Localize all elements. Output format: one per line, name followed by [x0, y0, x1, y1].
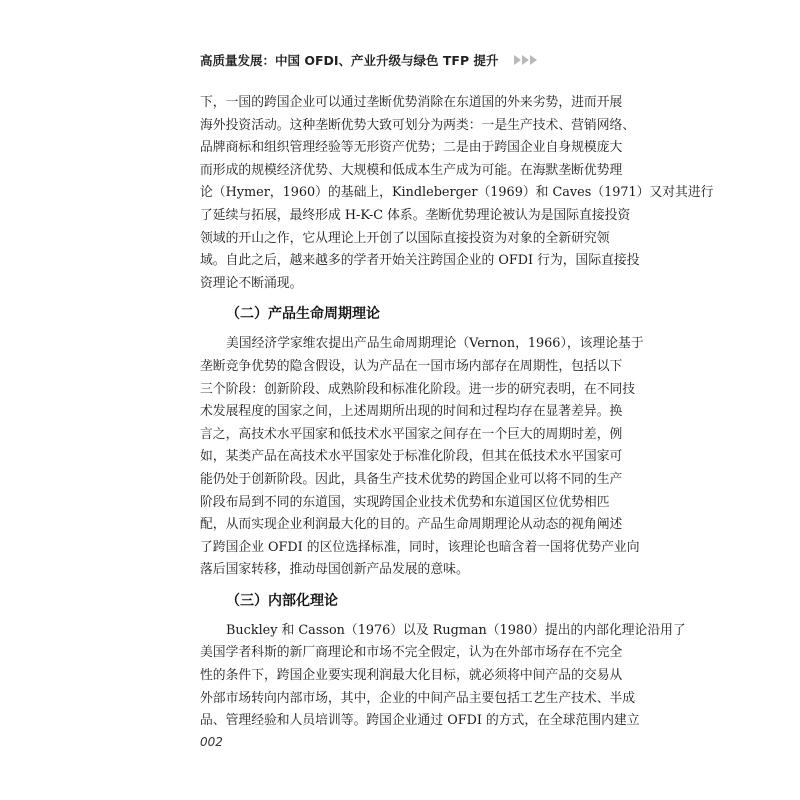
text-line: 性的条件下，跨国企业要实现利润最大化目标，就必须将中间产品的交易从 [200, 668, 623, 684]
text-line: 资理论不断涌现。 [200, 275, 303, 291]
text-line: 配，从而实现企业利润最大化的目的。产品生命周期理论从动态的视角阐述 [200, 517, 623, 533]
paragraph-product-life-cycle [200, 333, 644, 582]
text-line: 落后国家转移，推动母国创新产品发展的意味。 [200, 562, 469, 578]
text-line: 论（Hymer，1960）的基础上，Kindleberger（1969）和 Caves（1971）又对其进行 [200, 185, 714, 201]
body-text [200, 92, 714, 733]
text-line: Buckley 和 Casson（1976）以及 Rugman（1980）提出的内部化理论沿用了 [226, 622, 686, 638]
text-line: 而形成的规模经济优势、大规模和低成本生产成为可能。在海默垄断优势理 [200, 162, 623, 178]
text-line: 垄断竞争优势的隐含假设，认为产品在一国市场内部存在周期性，包括以下 [200, 358, 623, 374]
text-line: 海外投资活动。这种垄断优势大致可划分为两类：一是生产技术、营销网络、 [200, 117, 636, 133]
text-line: 阶段布局到不同的东道国，实现跨国企业技术优势和东道国区位优势相匹 [200, 494, 610, 510]
text-line: 了跨国企业 OFDI 的区位选择标准，同时，该理论也暗含着一国将优势产业向 [200, 539, 640, 555]
text-line: 言之，高技术水平国家和低技术水平国家之间存在一个巨大的周期时差，例 [200, 426, 623, 442]
text-line: 美国学者科斯的新厂商理论和市场不完全假定，认为在外部市场存在不完全 [200, 645, 623, 661]
triple-arrow-icon [514, 55, 537, 65]
page-number: 002 [200, 735, 223, 749]
text-line: 如，某类产品在高技术水平国家处于标准化阶段，但其在低技术水平国家可 [200, 449, 623, 465]
section-heading-product-life-cycle: （二）产品生命周期理论 [226, 306, 380, 323]
text-line: 术发展程度的国家之间，上述周期所出现的时间和过程均存在显著差异。换 [200, 404, 623, 420]
text-line: 域。自此之后，越来越多的学者开始关注跨国企业的 OFDI 行为，国际直接投 [200, 253, 640, 269]
text-line: 美国经济学家维农提出产品生命周期理论（Vernon，1966），该理论基于 [226, 336, 644, 352]
text-line: 三个阶段：创新阶段、成熟阶段和标准化阶段。进一步的研究表明，在不同技 [200, 381, 636, 397]
paragraph-internalization [200, 620, 686, 733]
text-line: 下，一国的跨国企业可以通过垄断优势消除在东道国的外来劣势，进而开展 [200, 95, 623, 110]
text-line: 品牌商标和组织管理经验等无形资产优势；二是由于跨国企业自身规模庞大 [200, 140, 623, 156]
text-line: 外部市场转向内部市场，其中，企业的中间产品主要包括工艺生产技术、半成 [200, 690, 636, 706]
running-header [200, 49, 600, 71]
text-line: 领域的开山之作，它从理论上开创了以国际直接投资为对象的全新研究领 [200, 230, 610, 246]
text-line: 了延续与拓展，最终形成 H-K-C 体系。垄断优势理论被认为是国际直接投资 [200, 207, 631, 223]
section-heading-internalization: （三）内部化理论 [226, 592, 338, 609]
text-line: 能仍处于创新阶段。因此，具备生产技术优势的跨国企业可以将不同的生产 [200, 471, 623, 487]
running-title: 高质量发展：中国 OFDI、产业升级与绿色 TFP 提升 [200, 53, 499, 68]
text-line: 品、管理经验和人员培训等。跨国企业通过 OFDI 的方式，在全球范围内建立 [200, 713, 640, 729]
paragraph-monopoly-advantage [200, 92, 714, 295]
